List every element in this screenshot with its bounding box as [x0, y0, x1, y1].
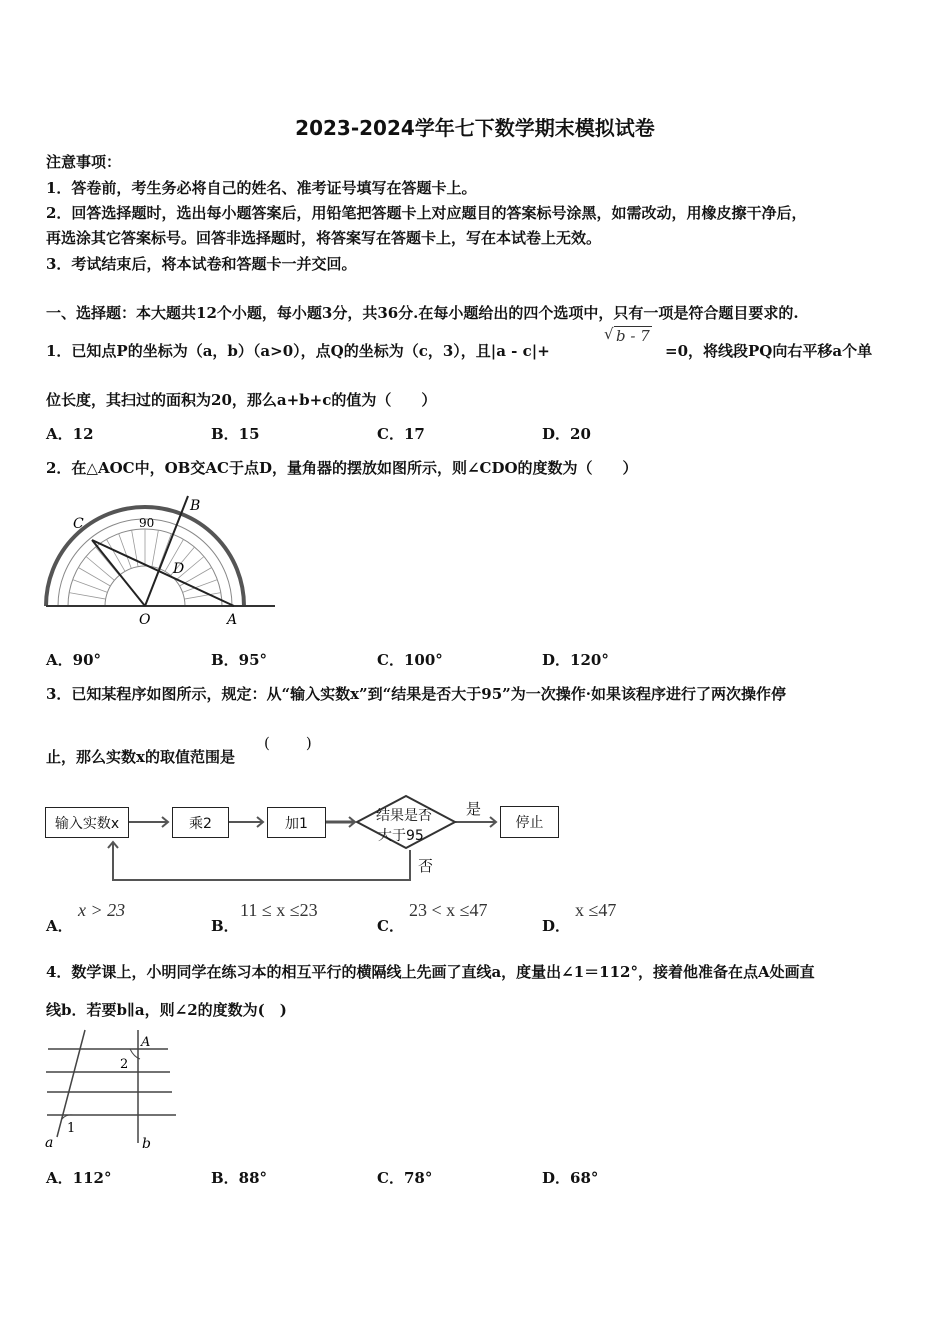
q1-sqrt: b - 7	[616, 327, 650, 345]
q4-option-c[interactable]: C．78°	[377, 1169, 433, 1187]
q3-option-a-letter[interactable]: A．	[46, 917, 73, 935]
q4-option-d[interactable]: D．68°	[542, 1169, 599, 1187]
q2-option-a[interactable]: A．90°	[46, 651, 102, 669]
q3-option-b-math: 11 ≤ x ≤23	[240, 900, 318, 920]
q3-option-d-letter[interactable]: D．	[542, 917, 571, 935]
page-title: 2023-2024学年七下数学期末模拟试卷	[295, 116, 655, 140]
q1-option-b[interactable]: B．15	[211, 425, 260, 443]
q3-option-d-math: x ≤47	[575, 900, 617, 920]
protractor-tick	[69, 593, 105, 599]
q3-answer-paren: ( )	[264, 734, 314, 752]
q4-text-1: 4．数学课上，小明同学在练习本的相互平行的横隔线上先画了直线a，度量出∠1＝112°，接着他准备在点A处画直	[46, 963, 815, 981]
label-angle-2: 2	[120, 1057, 129, 1072]
q1-option-c[interactable]: C．17	[377, 425, 425, 443]
flow-decision-line1: 结果是否	[376, 808, 432, 824]
flow-no-label: 否	[418, 857, 434, 875]
note-item: 3．考试结束后，将本试卷和答题卡一并交回。	[46, 255, 357, 273]
label-d: D	[173, 561, 185, 577]
exam-page: 2023-2024学年七下数学期末模拟试卷 注意事项： 1．答卷前，考生务必将自己的姓名、准考证号填写在答题卡上。 2．回答选择题时，选出每小题答案后，用铅笔把答题卡上对应题目的答案标号涂黑，如需改动，用橡皮擦干净后， 再选涂其它答案标号。回答非选择题时，将答案写在答题卡上，写在本试卷上无效。 3．考试结束后，将本试卷和答题卡一并交回。 一、选择题：本大题共12个小题，每小题3分，共36分.在每小题给出的四个选项中，只有一项是符合题目要求的. 1．已知点P的坐标为（a，b）（a>0），点Q的坐标为（c，3），且|a - c|+ b - 7 √ =0，将线段PQ向右平移a个单 位长度，其扫过的面积为20，那么a+b+c的值为（ ） A．12 B．15 C．17 D．20 2．在△AOC中，OB交AC于点D，量角器的摆放如图所示，则∠CDO的度数为（ ） C B D O A 90 A．90° B．95° C．100° D．120° 3．已知某程序如图所示，规定：从“输入实数x”到“结果是否大于95”为一次操作·如果该程序进行了两次操作停 止，那么实数x的取值范围是 ( ) 输入实数x 乘2 加1 结果是否 大于95 是 否 停止 A． x > 23 B． 11 ≤ x ≤23 C． 23 < x ≤47 D． x ≤47 4．数学课上，小明同学在练习本的相互平行的横隔线上先画了直线a，度量出∠1＝112°，接着他准备在点A处画直 线b．若要b∥a，则∠2的度数为( ) A 2 1 a b A．112° B．88° C．78° D．68°	[0, 0, 950, 1344]
section-heading: 一、选择题：本大题共12个小题，每小题3分，共36分.在每小题给出的四个选项中，只有一项是符合题目要求的.	[46, 304, 799, 322]
protractor-tick	[152, 530, 158, 566]
q1-text-2: 位长度，其扫过的面积为20，那么a+b+c的值为（ ）	[46, 391, 437, 409]
label-line-a: a	[45, 1135, 54, 1151]
q2-option-c[interactable]: C．100°	[377, 651, 443, 669]
q1-text-a: 1．已知点P的坐标为（a，b）（a>0），点Q的坐标为（c，3），且|a - c|+	[46, 342, 550, 360]
notes-heading: 注意事项：	[46, 153, 122, 171]
label-A: A	[141, 1035, 151, 1050]
flow-multiply-box: 乘2	[172, 807, 229, 838]
q2-option-b[interactable]: B．95°	[211, 651, 268, 669]
note-item: 再选涂其它答案标号。回答非选择题时，将答案写在答题卡上，写在本试卷上无效。	[46, 229, 602, 247]
flow-decision-line2: 大于95	[378, 828, 424, 844]
label-90: 90	[139, 516, 155, 530]
label-b: B	[190, 498, 201, 514]
q3-option-c-math: 23 < x ≤47	[409, 900, 488, 920]
label-a: A	[227, 612, 238, 628]
q3-option-a-math: x > 23	[78, 900, 126, 920]
q1-option-d[interactable]: D．20	[542, 425, 591, 443]
label-c: C	[73, 516, 84, 532]
q3-text-1: 3．已知某程序如图所示，规定：从“输入实数x”到“结果是否大于95”为一次操作·如果该程序进行了两次操作停	[46, 685, 786, 703]
parallel-lines-figure	[40, 1025, 190, 1155]
protractor-tick	[86, 557, 114, 581]
flow-stop-box: 停止	[500, 806, 559, 838]
label-line-b: b	[142, 1136, 151, 1152]
flow-yes-label: 是	[466, 800, 482, 818]
q3-option-b-letter[interactable]: B．	[211, 917, 239, 935]
q2-option-d[interactable]: D．120°	[542, 651, 609, 669]
protractor-figure	[40, 490, 280, 630]
flow-add-box: 加1	[267, 807, 326, 838]
note-item: 1．答卷前，考生务必将自己的姓名、准考证号填写在答题卡上。	[46, 179, 477, 197]
label-angle-1: 1	[67, 1121, 76, 1136]
q3-option-c-letter[interactable]: C．	[377, 917, 404, 935]
q4-text-2: 线b．若要b∥a，则∠2的度数为( )	[46, 1001, 287, 1019]
q4-option-a[interactable]: A．112°	[46, 1169, 112, 1187]
q4-option-b[interactable]: B．88°	[211, 1169, 268, 1187]
q3-text-2: 止，那么实数x的取值范围是	[46, 748, 235, 766]
q1-text-b: =0，将线段PQ向右平移a个单	[665, 342, 873, 360]
flow-input-box: 输入实数x	[45, 807, 129, 838]
label-o: O	[139, 612, 151, 628]
note-item: 2．回答选择题时，选出每小题答案后，用铅笔把答题卡上对应题目的答案标号涂黑，如需改动，用橡皮擦干净后，	[46, 204, 807, 222]
q1-option-a[interactable]: A．12	[46, 425, 94, 443]
q2-text: 2．在△AOC中，OB交AC于点D，量角器的摆放如图所示，则∠CDO的度数为（ ）	[46, 459, 638, 477]
